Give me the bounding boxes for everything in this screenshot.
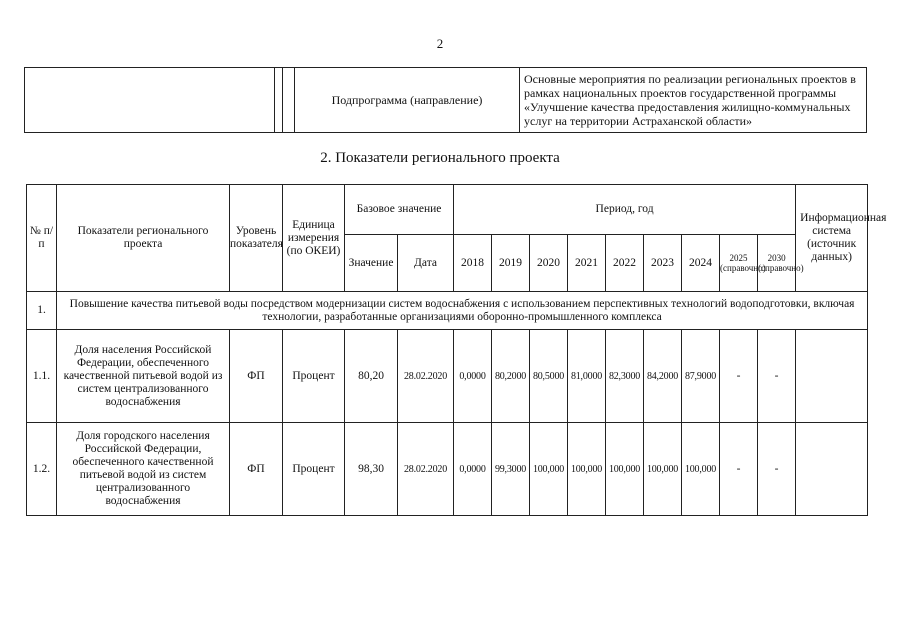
header-empty-cell	[275, 68, 283, 133]
row-value: 87,9000	[682, 330, 720, 423]
header-year-2025: 2025 (справочно)	[720, 235, 758, 292]
row-value: 80,2000	[492, 330, 530, 423]
row-value: 100,000	[644, 423, 682, 516]
row-value: 100,000	[682, 423, 720, 516]
header-year: 2021	[568, 235, 606, 292]
row-value: 100,000	[530, 423, 568, 516]
row-info	[796, 330, 868, 423]
row-value: 81,0000	[568, 330, 606, 423]
row-base-value: 98,30	[345, 423, 398, 516]
header-base-value: Значение	[345, 235, 398, 292]
header-indicator: Показатели регионального проекта	[57, 185, 230, 292]
header-base: Базовое значение	[345, 185, 454, 235]
row-value: 0,0000	[454, 423, 492, 516]
row-value-2030: -	[758, 330, 796, 423]
header-level: Уровень показателя	[230, 185, 283, 292]
row-value: 80,5000	[530, 330, 568, 423]
row-value: 0,0000	[454, 330, 492, 423]
header-empty-cell	[25, 68, 275, 133]
section-text: Повышение качества питьевой воды посредством модернизации систем водоснабжения с использованием перспективных технологий водоподготовки, включая технологии, разработанные организациями оборонно-промышленного комплекса	[57, 292, 868, 330]
header-year: 2018	[454, 235, 492, 292]
page-number: 2	[436, 36, 444, 51]
row-value-2025: -	[720, 330, 758, 423]
header-year: 2020	[530, 235, 568, 292]
section-num: 1.	[27, 292, 57, 330]
row-base-date: 28.02.2020	[398, 423, 454, 516]
header-base-date: Дата	[398, 235, 454, 292]
header-unit: Единица измерения (по ОКЕИ)	[283, 185, 345, 292]
row-num: 1.2.	[27, 423, 57, 516]
row-value: 100,000	[606, 423, 644, 516]
table-row	[27, 423, 868, 516]
row-unit: Процент	[283, 330, 345, 423]
header-num: № п/п	[27, 185, 57, 292]
row-value: 82,3000	[606, 330, 644, 423]
row-value-2025: -	[720, 423, 758, 516]
row-value: 84,2000	[644, 330, 682, 423]
row-base-date: 28.02.2020	[398, 330, 454, 423]
header-year: 2024	[682, 235, 720, 292]
section-title: 2. Показатели регионального проекта	[320, 150, 560, 166]
header-year: 2019	[492, 235, 530, 292]
indicators-table	[26, 184, 887, 516]
header-empty-cell	[283, 68, 295, 133]
header-period: Период, год	[454, 185, 796, 235]
header-year: 2023	[644, 235, 682, 292]
header-table	[24, 67, 867, 133]
program-description: Основные мероприятия по реализации региональных проектов в рамках национальных проектов государственной программы «Улучшение качества предоставления жилищно-коммунальных услуг на территории Астраханской области»	[520, 68, 867, 133]
table-row	[27, 330, 868, 423]
subprogram-label: Подпрограмма (направление)	[295, 68, 520, 133]
row-num: 1.1.	[27, 330, 57, 423]
row-info	[796, 423, 868, 516]
row-value: 100,000	[568, 423, 606, 516]
row-level: ФП	[230, 423, 283, 516]
header-year-2030: 2030 (справочно)	[758, 235, 796, 292]
row-unit: Процент	[283, 423, 345, 516]
row-indicator: Доля городского населения Российской Федерации, обеспеченного качественной питьевой водой из систем централизованного водоснабжения	[57, 423, 230, 516]
header-info-system: Информационная система (источник данных)	[796, 185, 868, 292]
row-level: ФП	[230, 330, 283, 423]
row-base-value: 80,20	[345, 330, 398, 423]
row-indicator: Доля населения Российской Федерации, обеспеченного качественной питьевой водой из систем централизованного водоснабжения	[57, 330, 230, 423]
header-year: 2022	[606, 235, 644, 292]
row-value-2030: -	[758, 423, 796, 516]
row-value: 99,3000	[492, 423, 530, 516]
